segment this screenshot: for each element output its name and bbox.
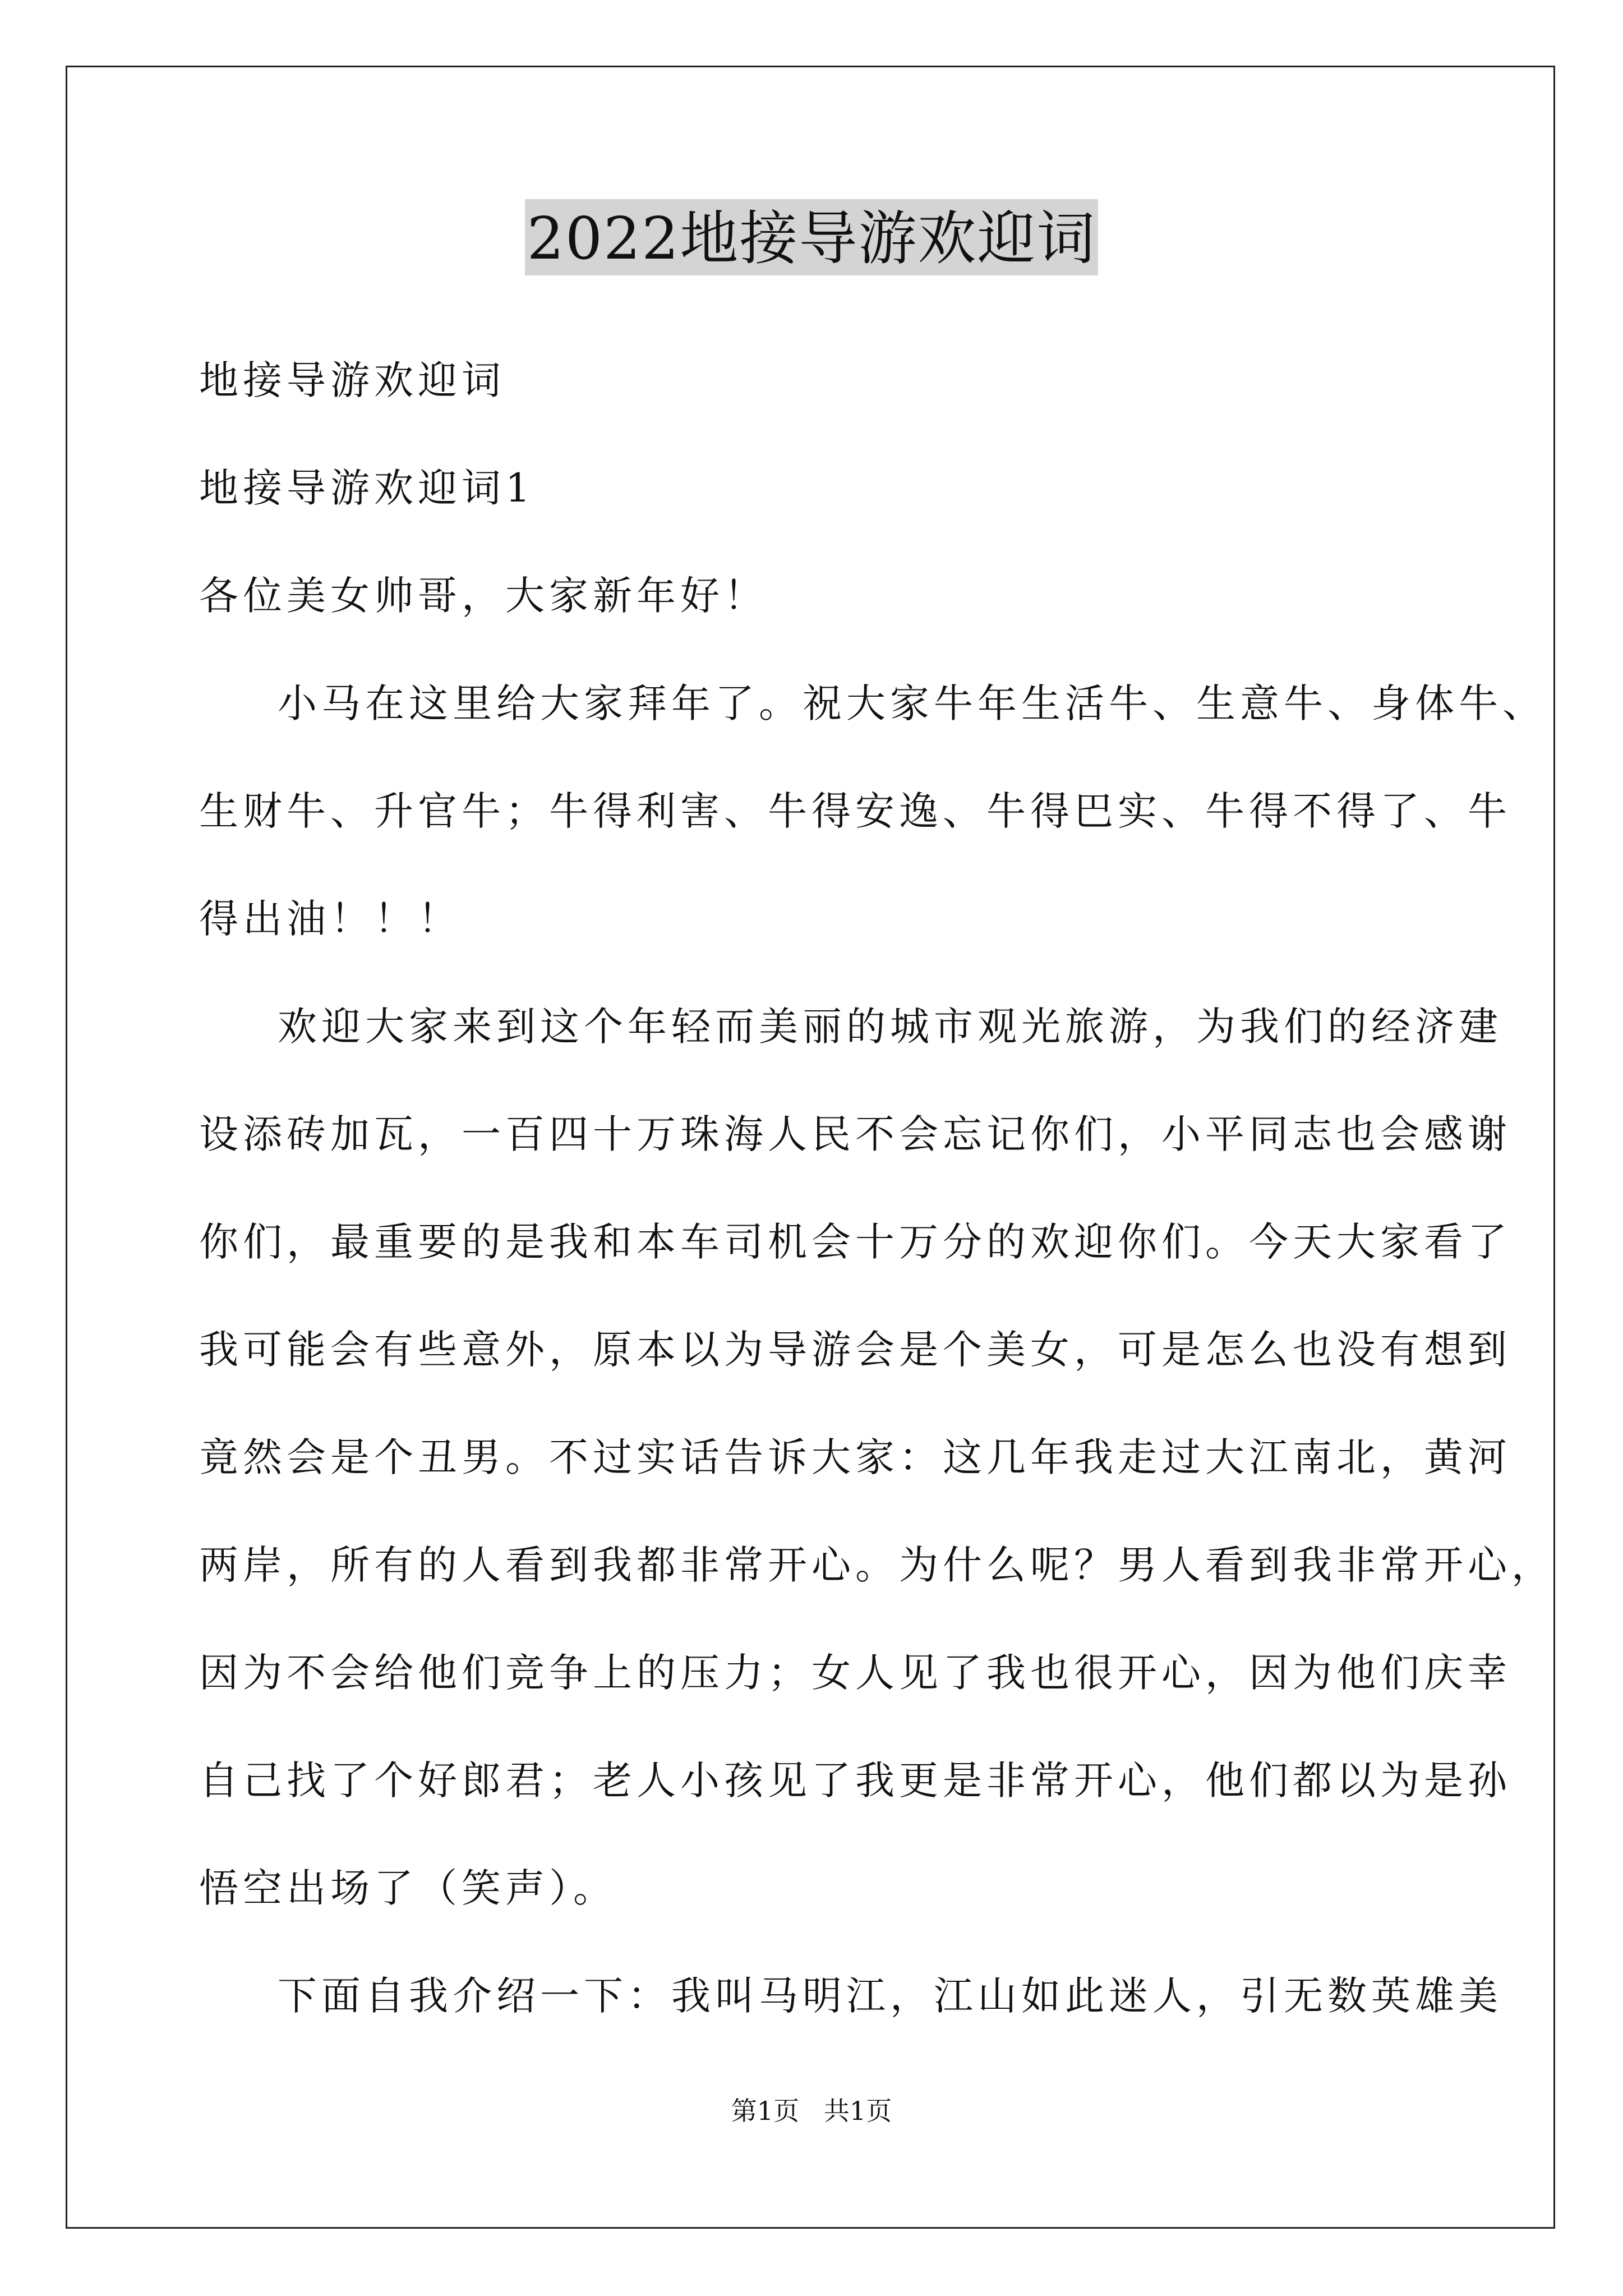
paragraph-line: 悟空出场了（笑声）。	[199, 1865, 617, 1911]
document-title-container	[0, 199, 1623, 275]
paragraph-line: 因为不会给他们竞争上的压力；女人见了我也很开心，因为他们庆幸	[199, 1650, 1511, 1696]
paragraph-line: 下面自我介绍一下：我叫马明江，江山如此迷人，引无数英雄美	[278, 1973, 1502, 2019]
paragraph-line: 设添砖加瓦，一百四十万珠海人民不会忘记你们，小平同志也会感谢	[199, 1111, 1511, 1157]
document-title: 2022地接导游欢迎词	[525, 199, 1099, 275]
paragraph-line: 得出油！！！	[199, 896, 462, 942]
greeting-line: 各位美女帅哥，大家新年好！	[199, 573, 768, 619]
paragraph-line: 你们，最重要的是我和本车司机会十万分的欢迎你们。今天大家看了	[199, 1219, 1511, 1265]
paragraph-line: 自己找了个好郎君；老人小孩见了我更是非常开心，他们都以为是孙	[199, 1757, 1511, 1803]
paragraph-line: 小马在这里给大家拜年了。祝大家牛年生活牛、生意牛、身体牛、	[278, 680, 1546, 726]
page-footer: 第1页 共1页	[731, 2096, 892, 2126]
subtitle: 地接导游欢迎词	[199, 357, 505, 403]
paragraph-line: 两岸，所有的人看到我都非常开心。为什么呢？男人看到我非常开心，	[199, 1542, 1555, 1588]
section-heading: 地接导游欢迎词1	[199, 465, 535, 511]
paragraph-line: 生财牛、升官牛；牛得利害、牛得安逸、牛得巴实、牛得不得了、牛	[199, 788, 1511, 834]
paragraph-line: 我可能会有些意外，原本以为导游会是个美女，可是怎么也没有想到	[199, 1327, 1511, 1373]
paragraph-line: 欢迎大家来到这个年轻而美丽的城市观光旅游，为我们的经济建	[278, 1004, 1502, 1050]
paragraph-line: 竟然会是个丑男。不过实话告诉大家：这几年我走过大江南北，黄河	[199, 1434, 1511, 1480]
